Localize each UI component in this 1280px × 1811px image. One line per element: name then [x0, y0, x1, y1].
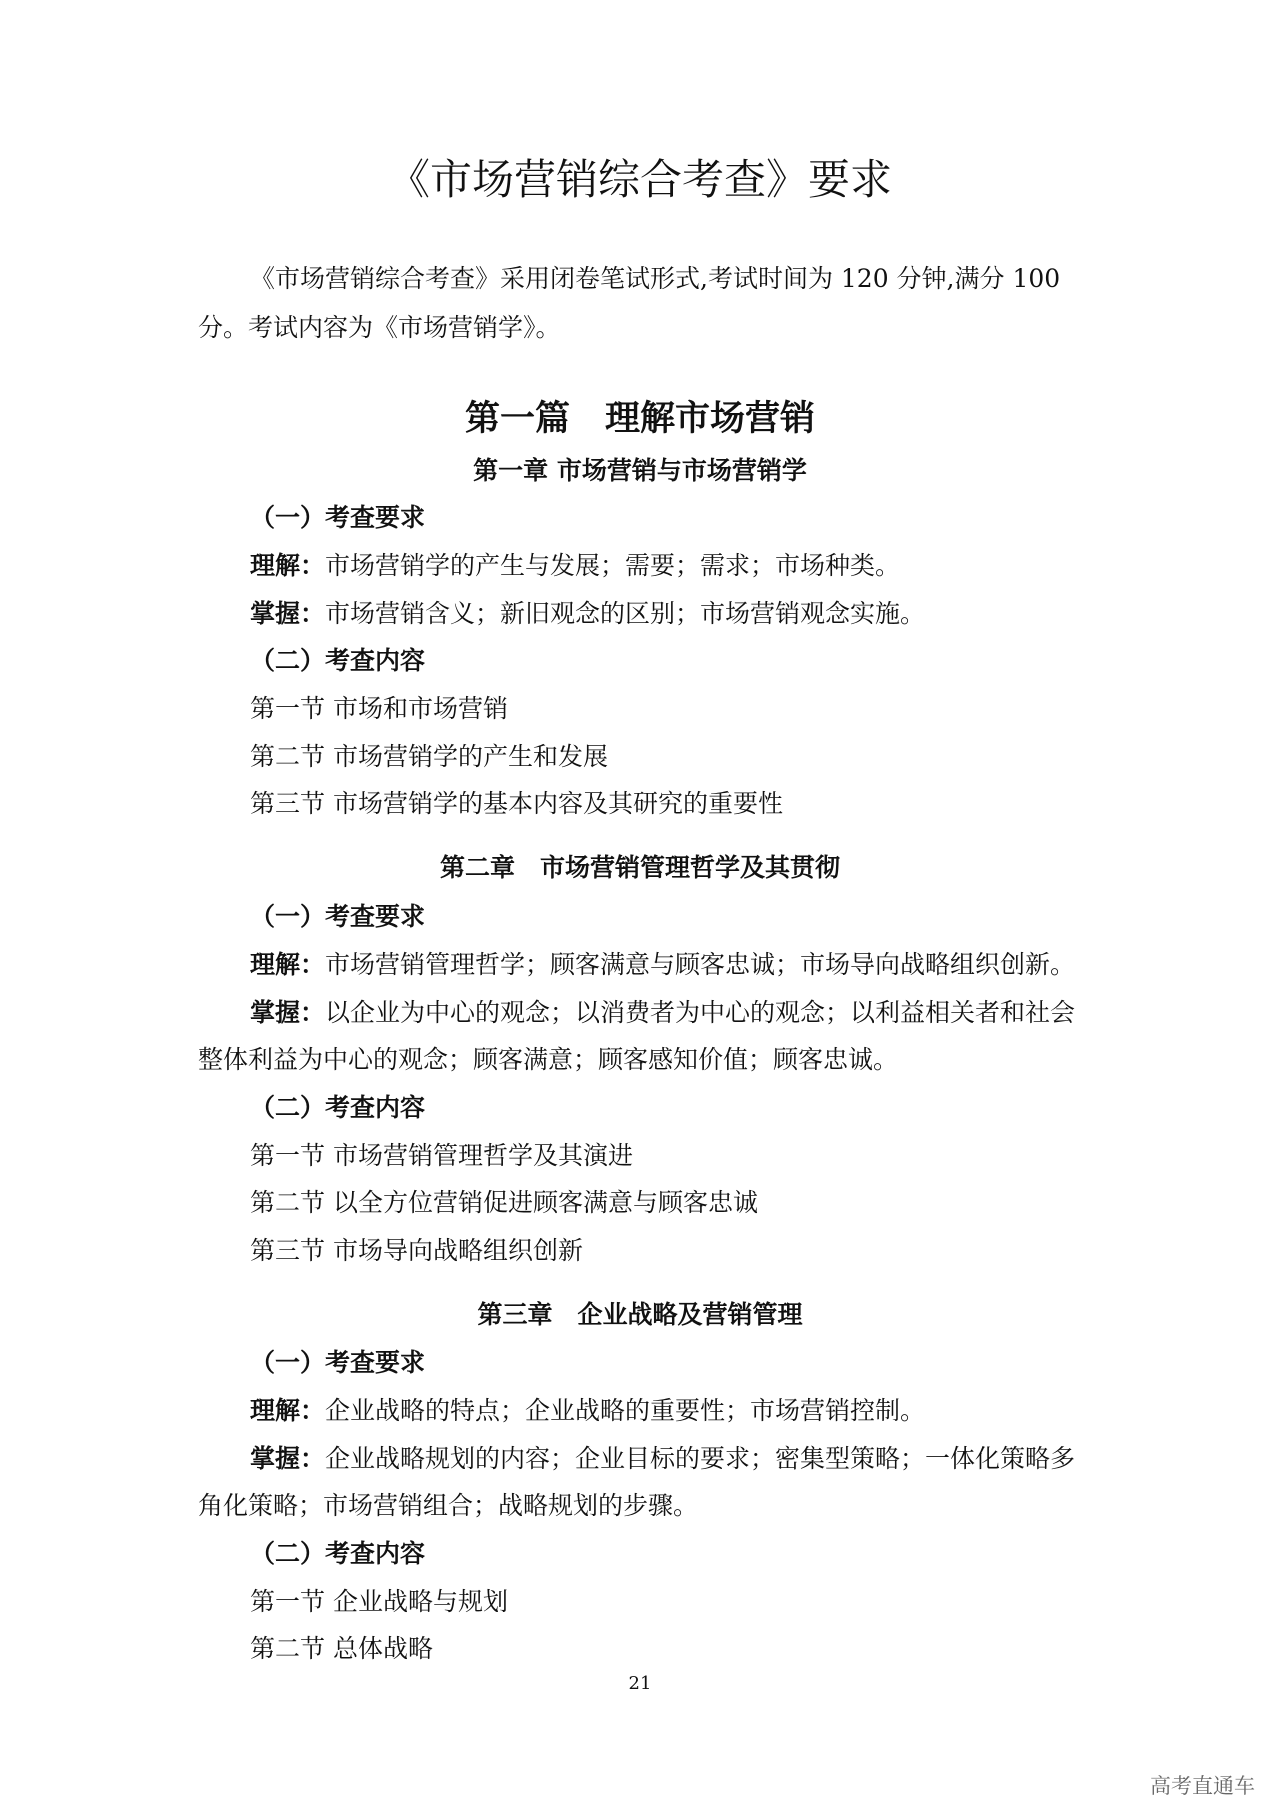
- understand-text: 企业战略的特点；企业战略的重要性；市场营销控制。: [325, 1396, 926, 1425]
- watermark: 高考直通车: [1150, 1774, 1255, 1798]
- section-item: 第一节 市场和市场营销: [250, 694, 508, 723]
- chapter-title: 第三章 企业战略及营销管理: [477, 1300, 803, 1329]
- content-heading: （二）考查内容: [250, 1093, 426, 1122]
- content-heading: （二）考查内容: [250, 1539, 426, 1568]
- requirements-heading: （一）考查要求: [250, 902, 426, 931]
- master-text: 以企业为中心的观念；以消费者为中心的观念；以利益相关者和社会: [325, 998, 1076, 1027]
- intro-line: 《市场营销综合考查》采用闭卷笔试形式,考试时间为 120 分钟,满分 100: [250, 264, 1061, 293]
- section-item: 第二节 总体战略: [250, 1634, 433, 1663]
- understand-label: 理解：: [250, 551, 326, 580]
- section-item: 第三节 市场导向战略组织创新: [250, 1236, 583, 1265]
- section-item: 第三节 市场营销学的基本内容及其研究的重要性: [250, 789, 783, 818]
- requirements-heading: （一）考查要求: [250, 503, 426, 532]
- master-label: 掌握：: [250, 599, 326, 628]
- section-item: 第二节 以全方位营销促进顾客满意与顾客忠诚: [250, 1188, 758, 1217]
- master-label: 掌握：: [250, 1444, 326, 1473]
- understand-line: [0, 1387, 1280, 1435]
- master-line-cont: 整体利益为中心的观念；顾客满意；顾客感知价值；顾客忠诚。: [198, 1045, 899, 1074]
- section-item: 第一节 市场营销管理哲学及其演进: [250, 1141, 633, 1170]
- master-label: 掌握：: [250, 998, 326, 1027]
- section-item: 第二节 市场营销学的产生和发展: [250, 742, 608, 771]
- master-text: 市场营销含义；新旧观念的区别；市场营销观念实施。: [325, 599, 926, 628]
- understand-label: 理解：: [250, 1396, 326, 1425]
- chapter-title: 第二章 市场营销管理哲学及其贯彻: [439, 853, 840, 882]
- part-heading: 第一篇 理解市场营销: [464, 398, 815, 439]
- master-line-cont: 角化策略；市场营销组合；战略规划的步骤。: [198, 1491, 699, 1520]
- understand-line: [0, 542, 1280, 590]
- understand-text: 市场营销学的产生与发展；需要；需求；市场种类。: [325, 551, 901, 580]
- master-line: [0, 989, 1280, 1037]
- page-title: 《市场营销综合考查》要求: [387, 155, 892, 204]
- master-line: [0, 1435, 1280, 1483]
- section-item: 第一节 企业战略与规划: [250, 1587, 508, 1616]
- understand-line: [0, 941, 1280, 989]
- page-number: 21: [628, 1673, 652, 1694]
- requirements-heading: （一）考查要求: [250, 1348, 426, 1377]
- chapter-title: 第一章 市场营销与市场营销学: [473, 456, 807, 485]
- content-heading: （二）考查内容: [250, 646, 426, 675]
- master-line: [0, 590, 1280, 638]
- understand-text: 市场营销管理哲学；顾客满意与顾客忠诚；市场导向战略组织创新。: [325, 950, 1076, 979]
- master-text: 企业战略规划的内容；企业目标的要求；密集型策略；一体化策略多: [325, 1444, 1076, 1473]
- understand-label: 理解：: [250, 950, 326, 979]
- intro-line: 分。考试内容为《市场营销学》。: [198, 313, 561, 342]
